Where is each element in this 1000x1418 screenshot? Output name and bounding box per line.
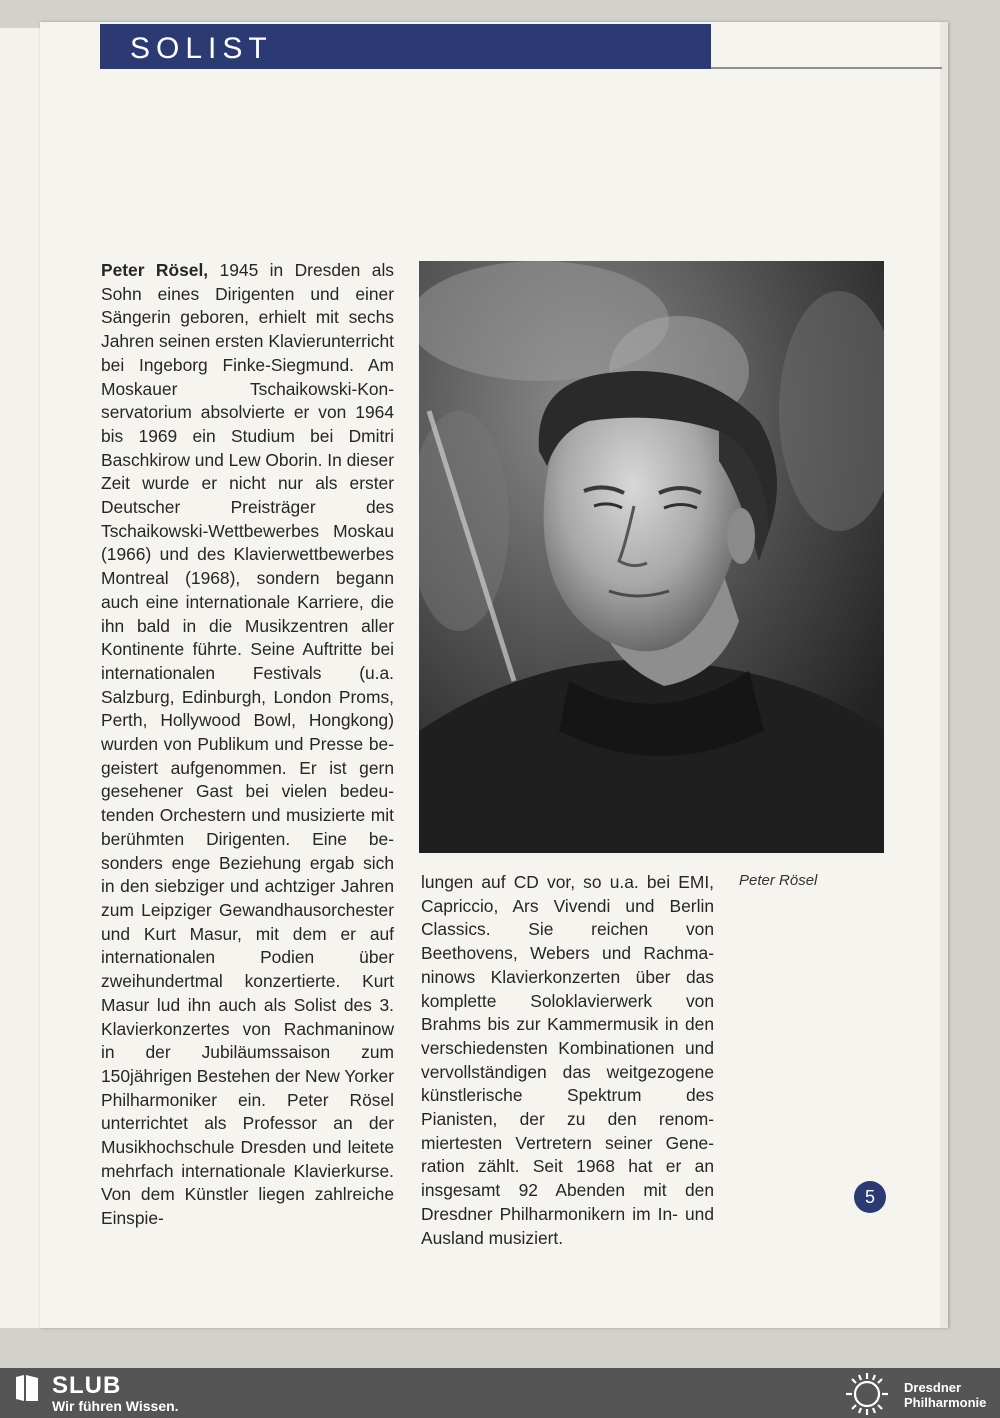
- photo-caption: Peter Rösel: [739, 872, 818, 889]
- slub-logo-text[interactable]: SLUB: [52, 1372, 122, 1399]
- header-rule: [711, 67, 942, 69]
- slub-book-icon: [14, 1373, 40, 1403]
- dresdner-philharmonie-logo-icon[interactable]: [841, 1370, 893, 1418]
- page-right-edge: [940, 22, 948, 1328]
- section-title: SOLIST: [130, 32, 273, 65]
- previous-page-edge: [0, 28, 45, 1328]
- article-left-column: [101, 259, 394, 1231]
- portrait-image: [419, 261, 884, 853]
- page-number-badge: 5: [854, 1181, 886, 1213]
- partner-name-line2: Philharmonie: [904, 1395, 987, 1410]
- soloist-photo: [419, 261, 884, 853]
- slub-tagline: Wir führen Wissen.: [52, 1398, 179, 1414]
- article-middle-column: lungen auf CD vor, so u.a. bei EMI, Capriccio, Ars Vivendi und Berlin Classics. Sie reichen von Beethovens, Webers und Rachmaninows Klavierkonzerten über das komplette Soloklavierwerk von Brahms bis zur Kammermusik in den verschiedensten Kombinationen und vervollständigen das weitgezogene künstlerische Spektrum des Pianisten, der zu den renommiertesten Vertretern seiner Generation zählt. Seit 1968 hat er an insgesamt 92 Abenden mit den Dresdner Philharmonikern im In- und Ausland musiziert.: [421, 872, 714, 1248]
- soloist-name: Peter Rösel,: [101, 260, 209, 280]
- article-left-text: 1945 in Dresden als Sohn eines Dirigenten und einer Sängerin geboren, erhielt mit sechs Jahren seinen ersten Klavierunterricht bei Ingeborg Finke-Siegmund. Am Moskauer Tschaikowski-Konservatorium absolvierte er von 1964 bis 1969 ein Studium bei Dmitri Baschkirow und Lew Oborin. In dieser Zeit wurde er nicht nur als erster Deutscher Preisträger des Tschaikowski-Wettbewerbes Moskau (1966) und des Klavierwettbewerbes Montreal (1968), sondern begann auch eine internationale Karriere, die ihn bald in die Musikzentren aller Kontinente führte. Seine Auftritte bei internationalen Festivals (u.a. Salzburg, Edinburgh, London Proms, Perth, Hollywood Bowl, Hongkong) wurden von Publikum und Presse begeistert aufgenommen. Er ist gern gesehener Gast bei vielen bedeutenden Orchestern und musizierte mit berühmten Dirigenten. Eine besonders enge Beziehung ergab sich in den siebziger und achtziger Jahren zum Leipziger Gewandhausorchester und Kurt Masur, mit dem er auf internationalen Podien über zweihundertmal konzertierte. Kurt Masur lud ihn auch als Solist des 3. Klavierkonzertes von Rachmaninow in der Jubiläumssaison zum 150jährigen Bestehen der New Yorker Philharmoniker ein. Peter Rösel unterrichtet als Professor an der Musikhochschule Dresden und leitete mehrfach internationale Klavierkurse. Von dem Künstler liegen zahlreiche Einspie-: [101, 260, 395, 1229]
- partner-name-line1: Dresdner: [904, 1380, 962, 1395]
